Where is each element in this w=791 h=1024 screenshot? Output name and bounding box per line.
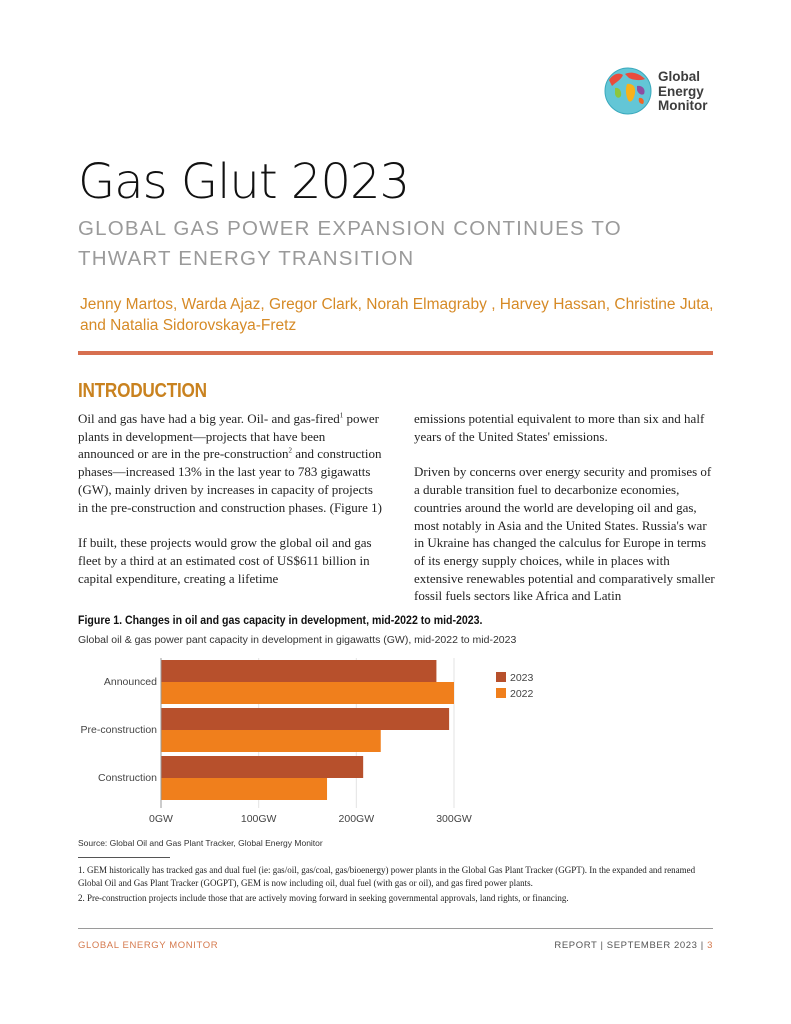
paragraph-continued: emissions potential equivalent to more than six and half years of the United States' emissions. xyxy=(414,411,705,444)
paragraph: Driven by concerns over energy security and promises of a durable transition fuel to decarbonize economies, countries around the world are developing oil and gas, most notably in Asia and the United States. Russia's war in Ukraine has changed the calculus for Europe in terms of its energy supply choices, while in places with extensive renewables potential and comparatively smaller fossil fuels sectors like Africa and Latin xyxy=(414,464,715,604)
globe-logo-icon xyxy=(603,66,653,116)
logo-line: Monitor xyxy=(658,98,708,113)
legend-label: 2022 xyxy=(510,688,534,700)
header-divider xyxy=(78,351,713,355)
legend-label: 2023 xyxy=(510,672,534,684)
body-column-right xyxy=(414,410,719,623)
logo-wordmark xyxy=(658,70,708,114)
bar-2023 xyxy=(161,756,363,778)
section-heading: INTRODUCTION xyxy=(78,380,207,402)
x-tick-label: 200GW xyxy=(338,813,375,825)
legend-swatch xyxy=(496,688,506,698)
bar-2023 xyxy=(161,708,449,730)
category-label: Announced xyxy=(103,676,157,688)
category-label: Pre-construction xyxy=(80,724,157,736)
body-column-left xyxy=(78,410,383,605)
gem-logo xyxy=(603,64,723,120)
page-title: Gas Glut 2023 xyxy=(78,154,410,210)
paragraph: If built, these projects would grow the global oil and gas fleet by a third at an estimated cost of US$611 billion in capital expenditure, creating a lifetime xyxy=(78,535,372,586)
footnote-divider xyxy=(78,857,170,858)
bar-2023 xyxy=(161,660,436,682)
page-subtitle: GLOBAL GAS POWER EXPANSION CONTINUES TO THWART ENERGY TRANSITION xyxy=(78,217,622,270)
footnote-ref[interactable]: 2 xyxy=(288,447,292,456)
x-tick-label: 300GW xyxy=(436,813,472,825)
x-tick-label: 0GW xyxy=(149,813,173,825)
bar-2022 xyxy=(161,730,381,752)
logo-line: Global xyxy=(658,69,701,84)
category-label: Construction xyxy=(98,772,157,784)
figure-title: Figure 1. Changes in oil and gas capacity in development, mid-2022 to mid-2023. xyxy=(78,615,483,627)
logo-line: Energy xyxy=(658,83,704,99)
paragraph: Oil and gas have had a big year. Oil- and gas-fired$^1$ power plants in development—projects that have been announced or are in the pre-construction$^2$ and construction phases—increased 13% in the last year to 783 gigawatts (GW), mainly driven by increases in capacity of projects in the pre-construction and construction phases. (Figure 1) xyxy=(78,411,382,515)
legend-swatch xyxy=(496,672,506,682)
bar-2022 xyxy=(161,778,327,800)
footnotes xyxy=(78,864,718,907)
figure-source: Source: Global Oil and Gas Plant Tracker, Global Energy Monitor xyxy=(78,838,323,848)
footer-divider xyxy=(78,928,713,929)
body-text-region xyxy=(60,405,740,604)
footnote: 2. Pre-construction projects include those that are actively moving forward in seeking governmental approvals, land rights, or financing. xyxy=(78,893,569,903)
author-list: Jenny Martos, Warda Ajaz, Gregor Clark, Norah Elmagraby , Harvey Hassan, Christine Juta, and Natalia Sidorovskaya-Fretz xyxy=(80,296,714,334)
bar-2022 xyxy=(161,682,454,704)
x-tick-label: 100GW xyxy=(240,813,277,825)
footer-report-info xyxy=(554,940,713,951)
page-number: 3 xyxy=(707,940,713,951)
bar-chart xyxy=(60,650,560,830)
footer-publisher: GLOBAL ENERGY MONITOR xyxy=(78,940,219,951)
footnote-ref[interactable]: 1 xyxy=(339,411,344,420)
footer-report-date: REPORT | SEPTEMBER 2023 | xyxy=(554,940,704,951)
footnote: 1. GEM historically has tracked gas and dual fuel (ie: gas/oil, gas/coal, gas/bioenergy) power plants in the Global Gas Plant Tracker (GGPT). In the expanded and renamed Global Oil and Gas Plant Tracker (GOGPT), GEM is now including oil, dual fuel (with gas or oil), and gas fired power plants. xyxy=(78,865,696,888)
figure-subtitle: Global oil & gas power pant capacity in development in gigawatts (GW), mid-2022 to mid-2023 xyxy=(78,634,517,646)
